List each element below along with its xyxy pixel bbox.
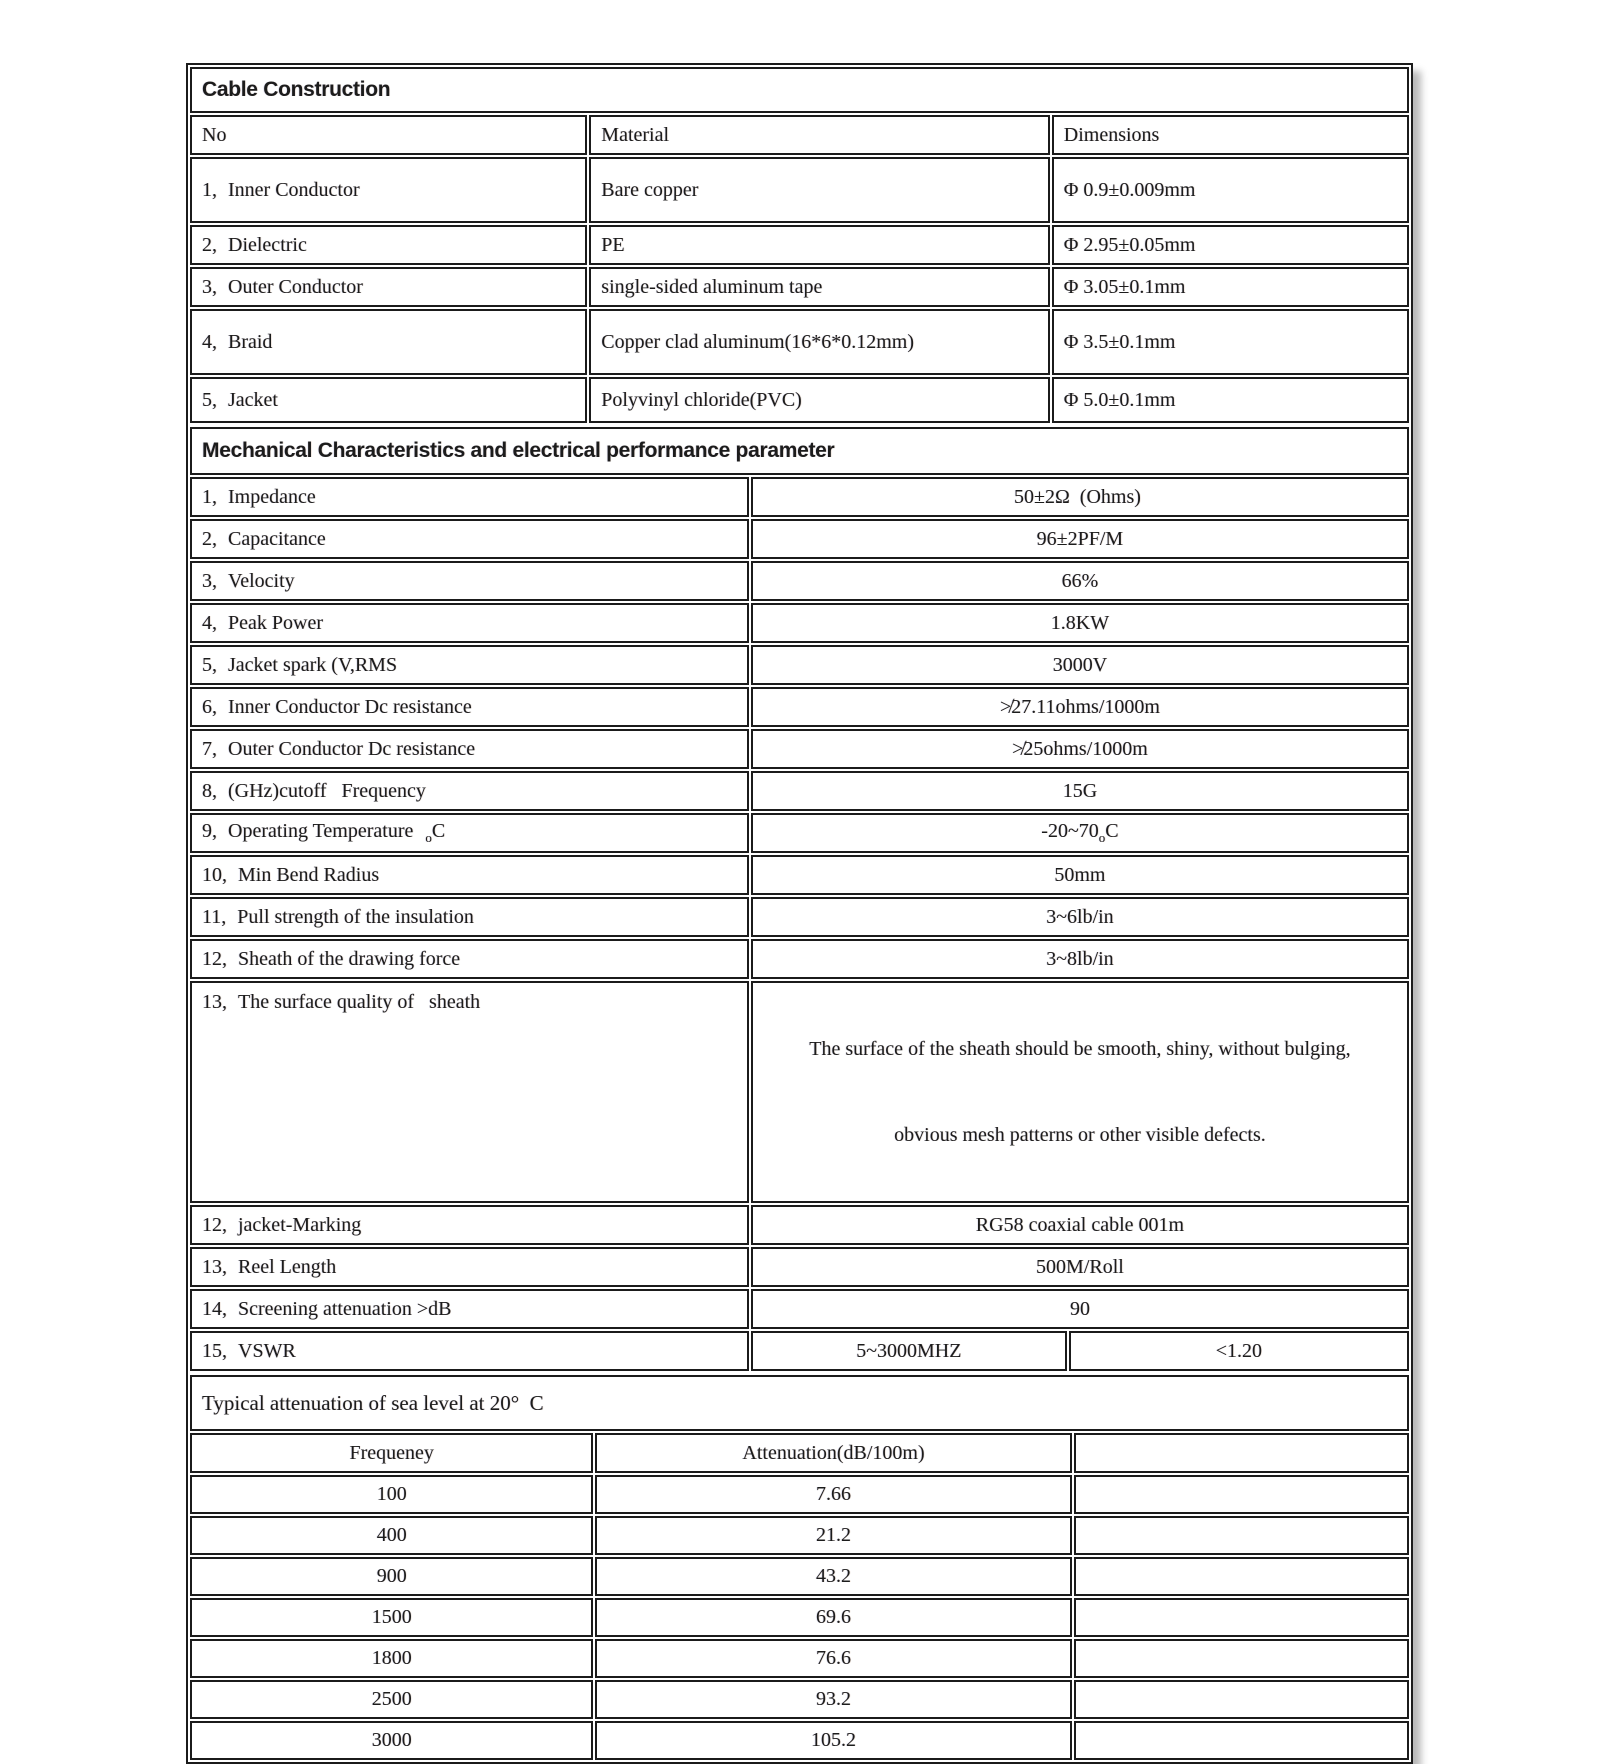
row-vswr xyxy=(190,1331,1409,1371)
row-velocity xyxy=(190,561,1409,601)
row-number: 13, xyxy=(202,991,227,1013)
attenuation-cell: 76.6 xyxy=(595,1639,1071,1678)
construction-material-cell: Bare copper xyxy=(589,157,1049,223)
row-number: 12, xyxy=(202,1213,227,1236)
row-number: 2, xyxy=(202,233,217,256)
parameter-label-cell xyxy=(190,519,749,559)
construction-material-cell: Copper clad aluminum(16*6*0.12mm) xyxy=(589,309,1049,375)
parameter-value-cell: ≯25ohms/1000m xyxy=(751,729,1409,769)
mechanical-section-title: Mechanical Characteristics and electrical performance parameter xyxy=(190,427,1409,475)
parameter-name: Screening attenuation >dB xyxy=(238,1297,452,1320)
parameter-name: The surface quality of sheath xyxy=(238,991,481,1013)
construction-dimension-cell: Φ 3.05±0.1mm xyxy=(1052,267,1409,307)
row-number: 2, xyxy=(202,527,217,550)
value-text: -20~70 xyxy=(1041,820,1099,842)
row-number: 9, xyxy=(202,820,217,842)
construction-material-cell: PE xyxy=(589,225,1049,265)
parameter-value-cell xyxy=(751,813,1409,853)
parameter-value-cell: 3~6lb/in xyxy=(751,897,1409,937)
attenuation-row xyxy=(190,1557,1409,1596)
row-number: 8, xyxy=(202,779,217,802)
row-jacket-spark xyxy=(190,645,1409,685)
row-peak-power xyxy=(190,603,1409,643)
row-screening-attenuation xyxy=(190,1289,1409,1329)
parameter-name: Operating Temperature xyxy=(228,820,414,842)
parameter-value-cell: 96±2PF/M xyxy=(751,519,1409,559)
column-header-no: No xyxy=(190,115,587,155)
attenuation-cell: 93.2 xyxy=(595,1680,1071,1719)
construction-title-row xyxy=(190,67,1409,113)
subscript-o: o xyxy=(425,830,432,845)
parameter-name: Inner Conductor Dc resistance xyxy=(228,695,472,718)
value-line-1: The surface of the sheath should be smooth, shiny, without bulging, xyxy=(809,1038,1351,1060)
attenuation-row xyxy=(190,1639,1409,1678)
row-name: Inner Conductor xyxy=(228,178,360,201)
frequency-cell: 3000 xyxy=(190,1721,593,1760)
row-number: 3, xyxy=(202,569,217,592)
parameter-name: (GHz)cutoff Frequency xyxy=(228,779,426,802)
parameter-label-cell xyxy=(190,813,749,853)
parameter-label-cell xyxy=(190,1247,749,1287)
parameter-name: VSWR xyxy=(238,1339,296,1362)
column-header-attenuation: Attenuation(dB/100m) xyxy=(595,1433,1071,1473)
parameter-label-cell xyxy=(190,939,749,979)
parameter-name: Pull strength of the insulation xyxy=(237,905,474,928)
attenuation-section-title: Typical attenuation of sea level at 20° C xyxy=(190,1375,1409,1431)
frequency-cell: 2500 xyxy=(190,1680,593,1719)
attenuation-row xyxy=(190,1680,1409,1719)
construction-header-row xyxy=(190,115,1409,155)
row-number: 7, xyxy=(202,737,217,760)
parameter-name: Impedance xyxy=(228,485,316,508)
row-number: 3, xyxy=(202,275,217,298)
mechanical-characteristics-table xyxy=(188,425,1411,1373)
construction-material-cell: Polyvinyl chloride(PVC) xyxy=(589,377,1049,423)
row-number: 11, xyxy=(202,905,227,928)
row-number: 15, xyxy=(202,1339,227,1362)
row-outer-dc-resistance xyxy=(190,729,1409,769)
row-braid xyxy=(190,309,1409,375)
row-number: 1, xyxy=(202,178,217,201)
row-min-bend-radius xyxy=(190,855,1409,895)
unit-c: C xyxy=(1105,820,1119,842)
construction-material-cell: single-sided aluminum tape xyxy=(589,267,1049,307)
row-number: 5, xyxy=(202,653,217,676)
frequency-cell: 1800 xyxy=(190,1639,593,1678)
row-number: 14, xyxy=(202,1297,227,1320)
value-line-2: obvious mesh patterns or other visible defects. xyxy=(894,1124,1266,1146)
row-pull-strength xyxy=(190,897,1409,937)
parameter-label-cell xyxy=(190,603,749,643)
row-surface-quality xyxy=(190,981,1409,1203)
parameter-label-cell xyxy=(190,477,749,517)
row-jacket xyxy=(190,377,1409,423)
parameter-name: Outer Conductor Dc resistance xyxy=(228,737,476,760)
empty-cell xyxy=(1074,1516,1409,1555)
parameter-label-cell xyxy=(190,771,749,811)
attenuation-header-row xyxy=(190,1433,1409,1473)
column-header-frequency: Frequeney xyxy=(190,1433,593,1473)
frequency-cell: 1500 xyxy=(190,1598,593,1637)
row-number: 4, xyxy=(202,611,217,634)
row-number: 1, xyxy=(202,485,217,508)
construction-dimension-cell: Φ 5.0±0.1mm xyxy=(1052,377,1409,423)
cable-construction-table xyxy=(188,65,1411,425)
row-name: Outer Conductor xyxy=(228,275,363,298)
parameter-label-cell xyxy=(190,981,749,1203)
construction-name-cell xyxy=(190,157,587,223)
construction-name-cell xyxy=(190,225,587,265)
row-name: Dielectric xyxy=(228,233,307,256)
parameter-label-cell xyxy=(190,1331,749,1371)
attenuation-cell: 69.6 xyxy=(595,1598,1071,1637)
parameter-value-cell: 500M/Roll xyxy=(751,1247,1409,1287)
parameter-name: Jacket spark (V,RMS xyxy=(228,653,398,676)
parameter-label-cell xyxy=(190,1205,749,1245)
construction-name-cell xyxy=(190,267,587,307)
parameter-label-cell xyxy=(190,645,749,685)
attenuation-table xyxy=(188,1373,1411,1762)
row-inner-conductor xyxy=(190,157,1409,223)
empty-cell xyxy=(1074,1680,1409,1719)
parameter-name: Capacitance xyxy=(228,527,326,550)
parameter-name: Velocity xyxy=(228,569,295,592)
attenuation-row xyxy=(190,1721,1409,1760)
row-name: Braid xyxy=(228,330,273,353)
attenuation-cell: 105.2 xyxy=(595,1721,1071,1760)
parameter-label-cell xyxy=(190,561,749,601)
parameter-name: Peak Power xyxy=(228,611,323,634)
vswr-limit-cell: <1.20 xyxy=(1069,1331,1409,1371)
parameter-name: Min Bend Radius xyxy=(238,863,380,886)
attenuation-cell: 43.2 xyxy=(595,1557,1071,1596)
empty-cell xyxy=(1074,1721,1409,1760)
attenuation-title-row xyxy=(190,1375,1409,1431)
column-header-dimensions: Dimensions xyxy=(1052,115,1409,155)
parameter-label-cell xyxy=(190,1289,749,1329)
row-capacitance xyxy=(190,519,1409,559)
empty-cell xyxy=(1074,1557,1409,1596)
empty-cell xyxy=(1074,1598,1409,1637)
frequency-cell: 400 xyxy=(190,1516,593,1555)
row-impedance xyxy=(190,477,1409,517)
construction-name-cell xyxy=(190,377,587,423)
parameter-value-cell: 3000V xyxy=(751,645,1409,685)
empty-cell xyxy=(1074,1639,1409,1678)
frequency-cell: 100 xyxy=(190,1475,593,1514)
parameter-value-cell: 50±2Ω (Ohms) xyxy=(751,477,1409,517)
row-number: 6, xyxy=(202,695,217,718)
attenuation-cell: 21.2 xyxy=(595,1516,1071,1555)
mechanical-title-row xyxy=(190,427,1409,475)
parameter-value-cell: 3~8lb/in xyxy=(751,939,1409,979)
unit-c: C xyxy=(431,820,446,842)
parameter-name: jacket-Marking xyxy=(238,1213,362,1236)
parameter-label-cell xyxy=(190,855,749,895)
row-sheath-drawing-force xyxy=(190,939,1409,979)
parameter-value-cell: ≯27.11ohms/1000m xyxy=(751,687,1409,727)
subscript-o: o xyxy=(1098,830,1106,845)
parameter-name: Sheath of the drawing force xyxy=(238,947,461,970)
row-number: 10, xyxy=(202,863,227,886)
row-jacket-marking xyxy=(190,1205,1409,1245)
construction-section-title: Cable Construction xyxy=(190,67,1409,113)
parameter-value-cell: RG58 coaxial cable 001m xyxy=(751,1205,1409,1245)
attenuation-row xyxy=(190,1475,1409,1514)
parameter-value-cell: 66% xyxy=(751,561,1409,601)
parameter-label-cell xyxy=(190,897,749,937)
parameter-value-cell: 15G xyxy=(751,771,1409,811)
row-cutoff-frequency xyxy=(190,771,1409,811)
row-number: 12, xyxy=(202,947,227,970)
row-dielectric xyxy=(190,225,1409,265)
parameter-name: Reel Length xyxy=(238,1255,337,1278)
attenuation-row xyxy=(190,1516,1409,1555)
row-number: 5, xyxy=(202,388,217,411)
construction-dimension-cell: Φ 0.9±0.009mm xyxy=(1052,157,1409,223)
vswr-frequency-range-cell: 5~3000MHZ xyxy=(751,1331,1067,1371)
construction-dimension-cell: Φ 3.5±0.1mm xyxy=(1052,309,1409,375)
attenuation-cell: 7.66 xyxy=(595,1475,1071,1514)
construction-name-cell xyxy=(190,309,587,375)
attenuation-row xyxy=(190,1598,1409,1637)
column-header-empty xyxy=(1074,1433,1409,1473)
parameter-label-cell xyxy=(190,729,749,769)
row-number: 13, xyxy=(202,1255,227,1278)
row-inner-dc-resistance xyxy=(190,687,1409,727)
parameter-value-cell: 50mm xyxy=(751,855,1409,895)
column-header-material: Material xyxy=(589,115,1049,155)
frequency-cell: 900 xyxy=(190,1557,593,1596)
parameter-label-cell xyxy=(190,687,749,727)
cable-spec-sheet xyxy=(186,63,1413,1764)
row-outer-conductor xyxy=(190,267,1409,307)
row-number: 4, xyxy=(202,330,217,353)
row-operating-temperature xyxy=(190,813,1409,853)
row-name: Jacket xyxy=(228,388,278,411)
construction-dimension-cell: Φ 2.95±0.05mm xyxy=(1052,225,1409,265)
empty-cell xyxy=(1074,1475,1409,1514)
parameter-value-cell: 1.8KW xyxy=(751,603,1409,643)
parameter-value-cell xyxy=(751,981,1409,1203)
row-reel-length xyxy=(190,1247,1409,1287)
parameter-value-cell: 90 xyxy=(751,1289,1409,1329)
